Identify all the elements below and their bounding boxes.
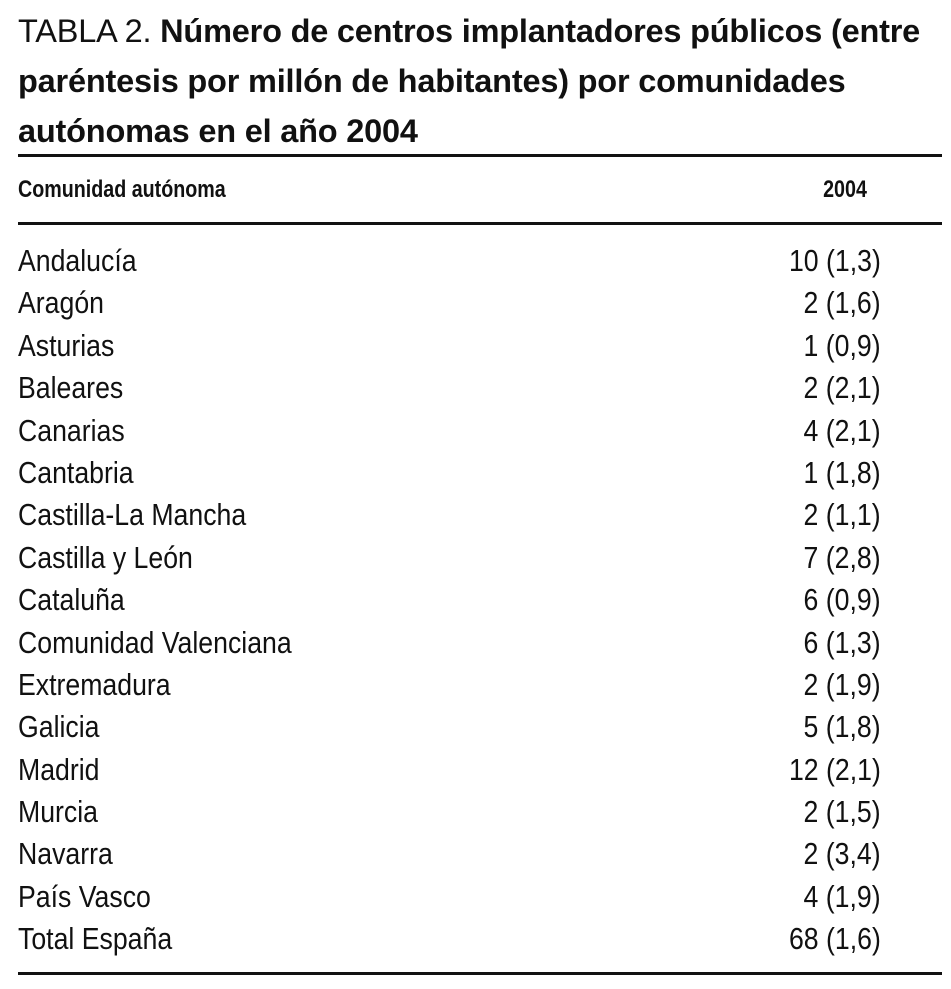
community-name-cell: Navarra [18,836,113,872]
community-name-cell: Canarias [18,412,125,448]
centers-value-cell: 4 (2,1) [803,412,881,448]
table-row [18,706,942,748]
table-row [18,325,942,367]
centers-value-cell: 1 (0,9) [803,327,881,363]
centers-value-cell: 2 (1,9) [803,666,881,702]
community-name-cell: Extremadura [18,666,171,702]
community-name-cell: Baleares [18,370,124,406]
table-row [18,749,942,791]
table-row [18,240,942,282]
table-row [18,410,942,452]
table-caption [18,6,943,156]
centers-value-cell: 4 (1,9) [803,878,881,914]
table-row [18,833,942,875]
table-row [18,367,942,409]
centers-value-cell: 2 (1,6) [803,285,881,321]
column-header-community: Comunidad autónoma [18,176,226,203]
table-row [18,791,942,833]
centers-value-cell: 1 (1,8) [803,454,881,490]
column-header-year: 2004 [823,176,867,203]
centers-value-cell: 2 (2,1) [803,370,881,406]
table-header-row [18,172,942,208]
table-row [18,622,942,664]
centers-value-cell: 2 (1,5) [803,794,881,830]
table-row [18,452,942,494]
centers-value-cell: 7 (2,8) [803,539,881,575]
centers-value-cell: 5 (1,8) [803,709,881,745]
table-row [18,579,942,621]
table-top-rule [18,154,942,157]
community-name-cell: Comunidad Valenciana [18,624,292,660]
community-name-cell: País Vasco [18,878,151,914]
table-row [18,876,942,918]
community-name-cell: Andalucía [18,243,137,278]
community-name-cell: Castilla-La Mancha [18,497,247,533]
community-name-cell: Asturias [18,327,115,363]
centers-value-cell: 6 (1,3) [803,624,881,660]
centers-value-cell: 12 (2,1) [789,751,881,787]
community-name-cell: Galicia [18,709,100,745]
community-name-cell: Madrid [18,751,100,787]
centers-value-cell: 68 (1,6) [789,921,881,957]
community-name-cell: Cantabria [18,454,134,490]
centers-value-cell: 2 (1,1) [803,497,881,533]
community-name-cell: Aragón [18,285,104,321]
community-name-cell: Castilla y León [18,539,193,575]
table-row [18,918,942,960]
table-row [18,282,942,324]
community-name-cell: Cataluña [18,582,125,618]
table-body [18,240,942,961]
table-row [18,494,942,536]
centers-value-cell: 6 (0,9) [803,582,881,618]
community-name-cell: Murcia [18,794,98,830]
centers-value-cell: 10 (1,3) [789,243,881,278]
table-row [18,664,942,706]
centers-value-cell: 2 (3,4) [803,836,881,872]
community-name-cell: Total España [18,921,173,957]
table-number-label: TABLA 2. [18,13,152,49]
table-bottom-rule [18,972,942,975]
table-title: Número de centros implantadores públicos (entre paréntesis por millón de habitantes) por comunidades autónomas en el año 2004 [18,13,921,149]
table-row [18,537,942,579]
table-header-rule [18,222,942,225]
